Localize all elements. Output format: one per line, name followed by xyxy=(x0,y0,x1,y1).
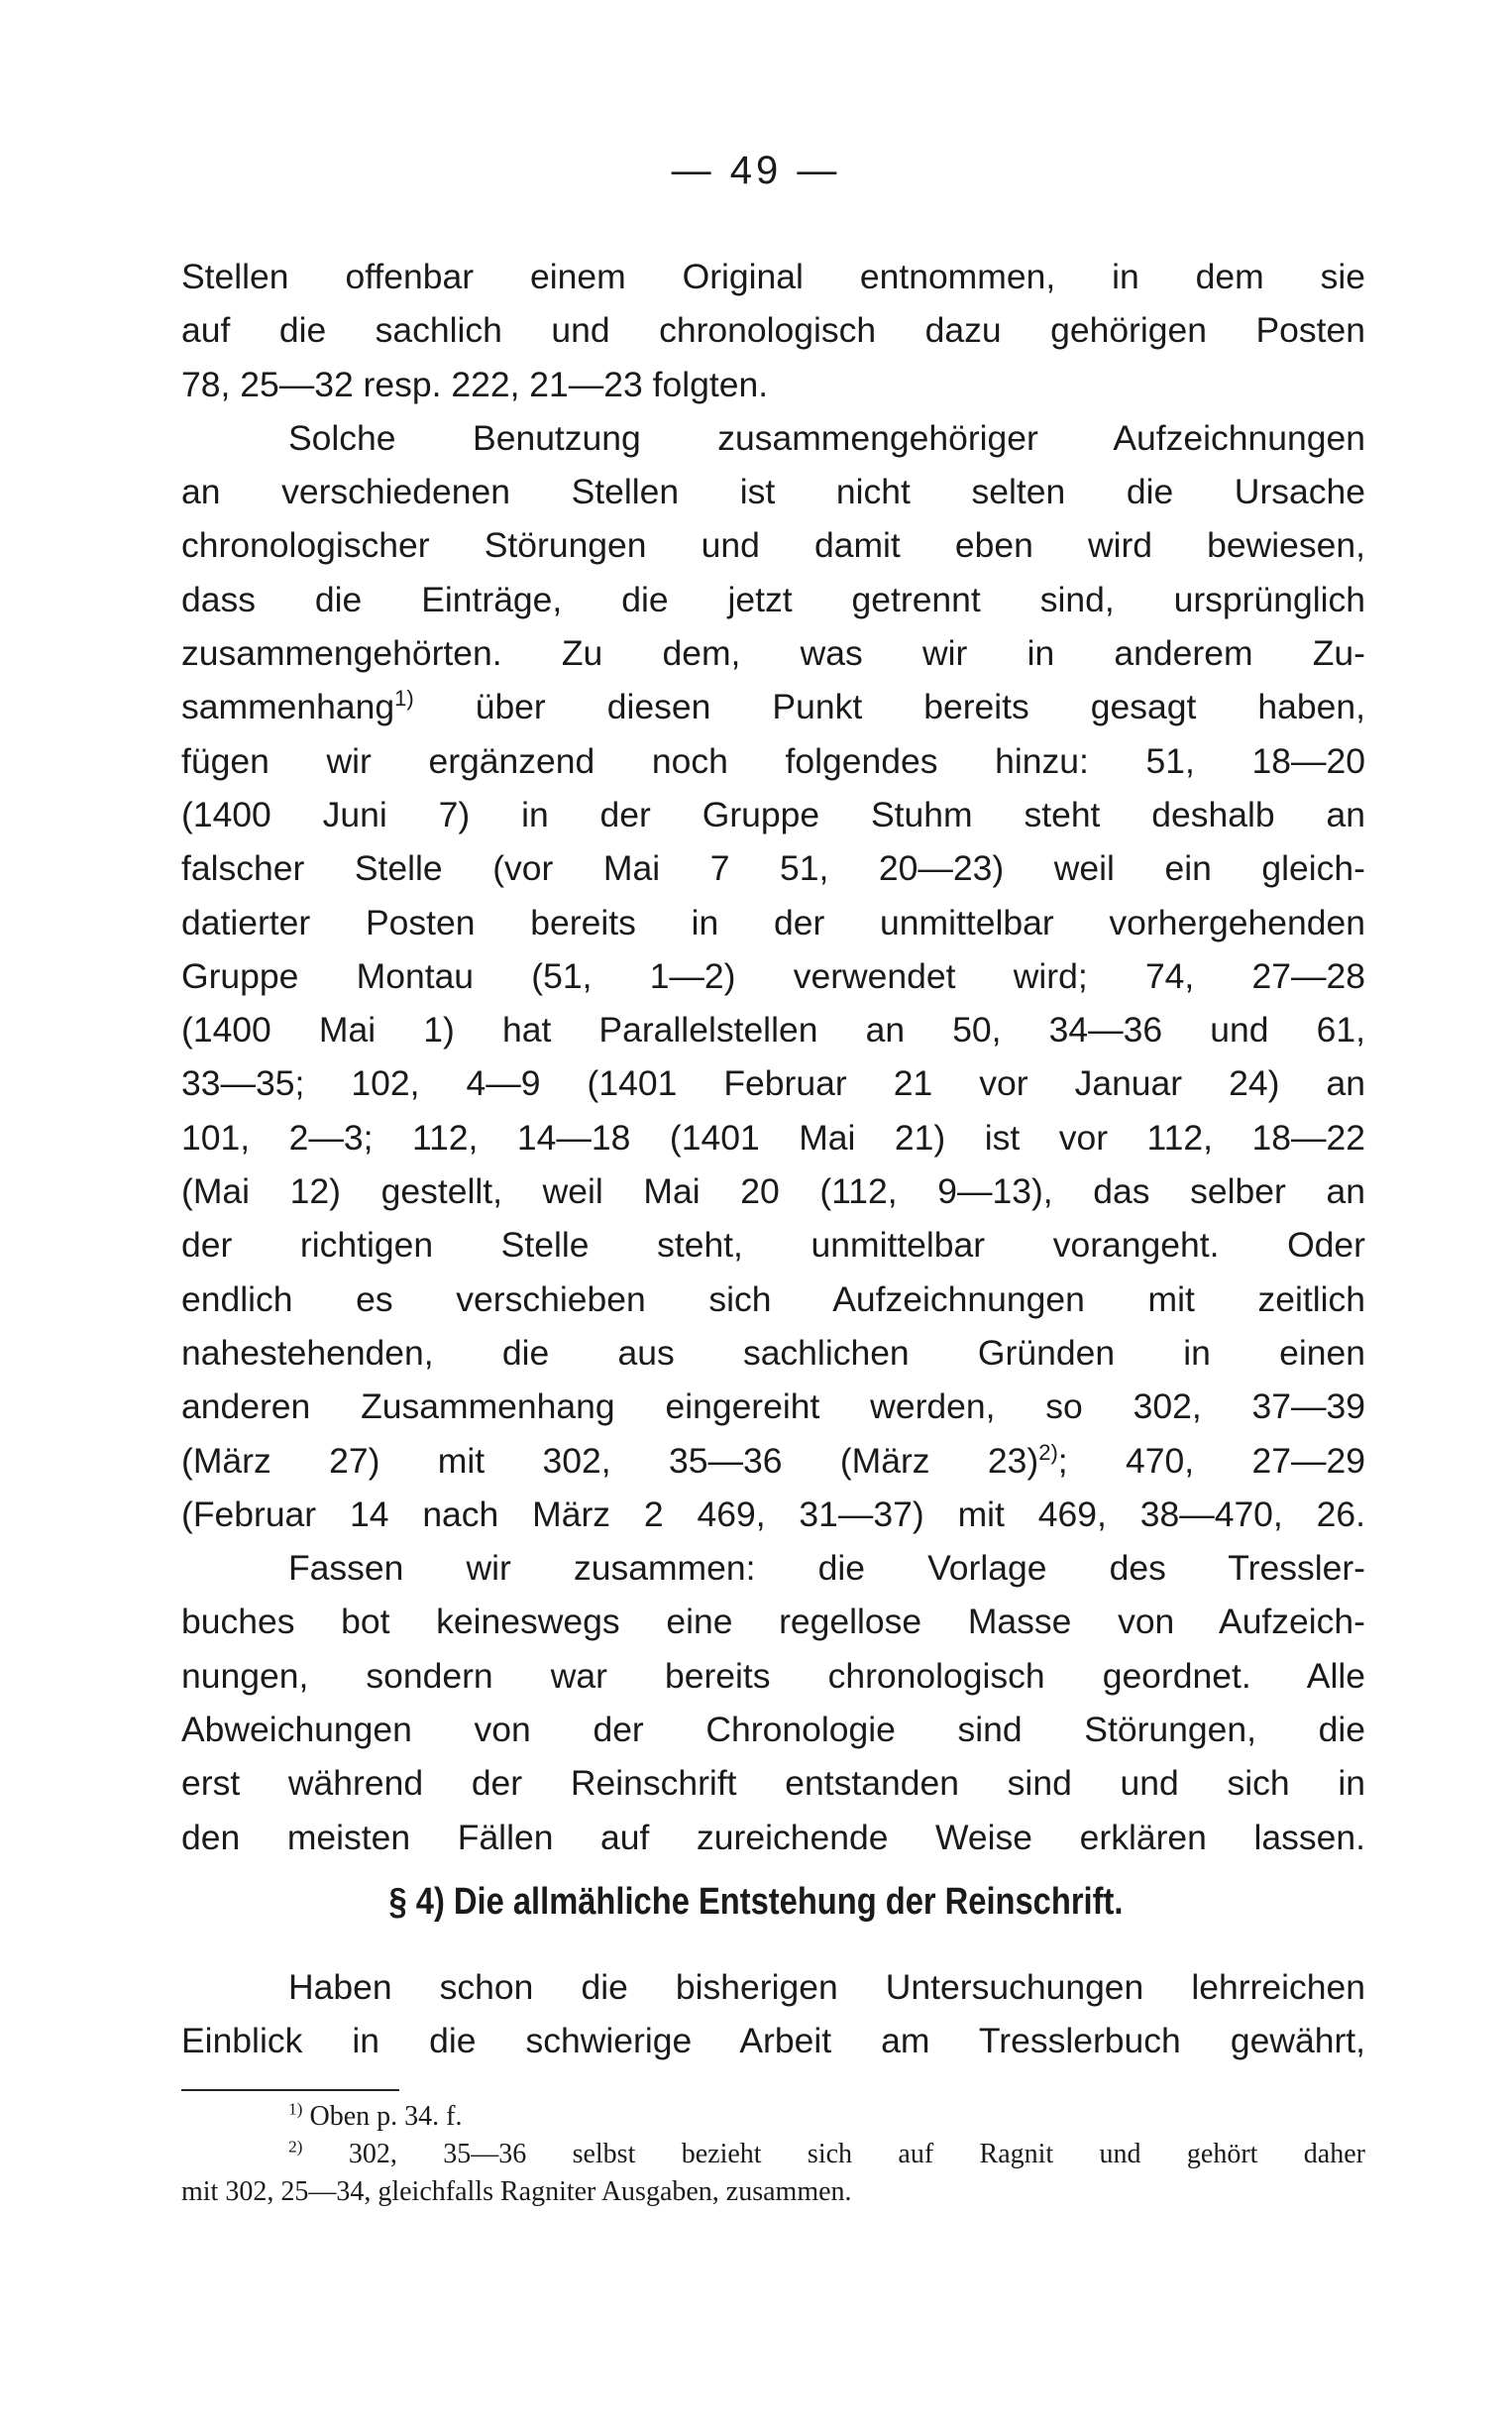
text-line: (Februar 14 nach März 2 469, 31—37) mit 469, 38—470, 26. xyxy=(181,1494,1365,1534)
main-text-continued xyxy=(181,1960,1365,2068)
text-line: 33—35; 102, 4—9 (1401 Februar 21 vor Januar 24) an xyxy=(181,1063,1365,1104)
text-line: buches bot keineswegs eine regellose Masse von Aufzeich- xyxy=(181,1602,1365,1642)
text-line: Gruppe Montau (51, 1—2) verwendet wird; 74, 27—28 xyxy=(181,955,1365,996)
text-line: nungen, sondern war bereits chronologisch geordnet. Alle xyxy=(181,1655,1365,1696)
footnote-1 xyxy=(181,2098,1365,2136)
text-line: chronologischer Störungen und damit eben wird bewiesen, xyxy=(181,525,1365,566)
text-line: erst während der Reinschrift entstanden sind und sich in xyxy=(181,1763,1365,1804)
footnote-mark: 1) xyxy=(288,2099,303,2119)
text-line: nahestehenden, die aus sachlichen Gründen in einen xyxy=(181,1332,1365,1373)
footnote-text: 302, 35—36 selbst bezieht sich auf Ragnit und gehört daher xyxy=(302,2139,1365,2169)
text-line: Stellen offenbar einem Original entnommen, in dem sie xyxy=(181,257,1365,296)
text-line: an verschiedenen Stellen ist nicht selten die Ursache xyxy=(181,472,1365,512)
text-fragment: ; 470, 27—29 xyxy=(1057,1440,1365,1481)
footnote-divider xyxy=(181,2089,399,2091)
footnote-text: Oben p. 34. f. xyxy=(302,2101,463,2132)
text-line: 78, 25—32 resp. 222, 21—23 folgten. xyxy=(181,364,769,404)
text-line: dass die Einträge, die jetzt getrennt sind, ursprünglich xyxy=(181,579,1365,619)
footnote-2-continued: mit 302, 25—34, gleichfalls Ragniter Ausgaben, zusammen. xyxy=(181,2176,852,2207)
text-line: anderen Zusammenhang eingereiht werden, so 302, 37—39 xyxy=(181,1386,1365,1427)
page-number: — 49 — xyxy=(671,149,841,192)
footnotes xyxy=(181,2098,1365,2211)
main-text xyxy=(181,250,1365,1864)
footnote-2 xyxy=(181,2136,1365,2173)
text-line: (1400 Mai 1) hat Parallelstellen an 50, 34—36 und 61, xyxy=(181,1010,1365,1051)
text-line: auf die sachlich und chronologisch dazu gehörigen Posten xyxy=(181,310,1365,351)
text-line: 101, 2—3; 112, 14—18 (1401 Mai 21) ist vor 112, 18—22 xyxy=(181,1117,1365,1158)
section-heading: § 4) Die allmähliche Entstehung der Reinschrift. xyxy=(388,1881,1124,1923)
footnote-mark: 2) xyxy=(288,2137,303,2157)
text-line: Einblick in die schwierige Arbeit am Tresslerbuch gewährt, xyxy=(181,2021,1365,2061)
text-line: den meisten Fällen auf zureichende Weise erklären lassen. xyxy=(181,1817,1365,1857)
footnote-ref-2: 2) xyxy=(1038,1439,1058,1465)
text-line: (Mai 12) gestellt, weil Mai 20 (112, 9—13), das selber an xyxy=(181,1171,1365,1212)
text-line: falscher Stelle (vor Mai 7 51, 20—23) weil ein gleich- xyxy=(181,848,1365,889)
footnote-ref-1: 1) xyxy=(394,686,414,712)
text-line: der richtigen Stelle steht, unmittelbar vorangeht. Oder xyxy=(181,1225,1365,1266)
text-line xyxy=(181,680,1365,733)
text-line: endlich es verschieben sich Aufzeichnungen mit zeitlich xyxy=(181,1278,1365,1319)
text-line: Solche Benutzung zusammengehöriger Aufzeichnungen xyxy=(288,417,1365,458)
text-line: Fassen wir zusammen: die Vorlage des Tressler- xyxy=(288,1548,1365,1589)
text-line: zusammengehörten. Zu dem, was wir in anderem Zu- xyxy=(181,633,1365,674)
text-fragment: sammenhang xyxy=(181,687,395,727)
text-line: datierter Posten bereits in der unmittelbar vorhergehenden xyxy=(181,902,1365,942)
text-line: Haben schon die bisherigen Untersuchungen lehrreichen xyxy=(288,1967,1365,2007)
text-line: fügen wir ergänzend noch folgendes hinzu: 51, 18—20 xyxy=(181,740,1365,781)
text-fragment: (März 27) mit 302, 35—36 (März 23) xyxy=(181,1440,1039,1481)
text-line: Abweichungen von der Chronologie sind Störungen, die xyxy=(181,1710,1365,1750)
text-fragment: über diesen Punkt bereits gesagt haben, xyxy=(413,687,1365,727)
text-line: (1400 Juni 7) in der Gruppe Stuhm steht deshalb an xyxy=(181,794,1365,834)
text-line xyxy=(181,1434,1365,1488)
